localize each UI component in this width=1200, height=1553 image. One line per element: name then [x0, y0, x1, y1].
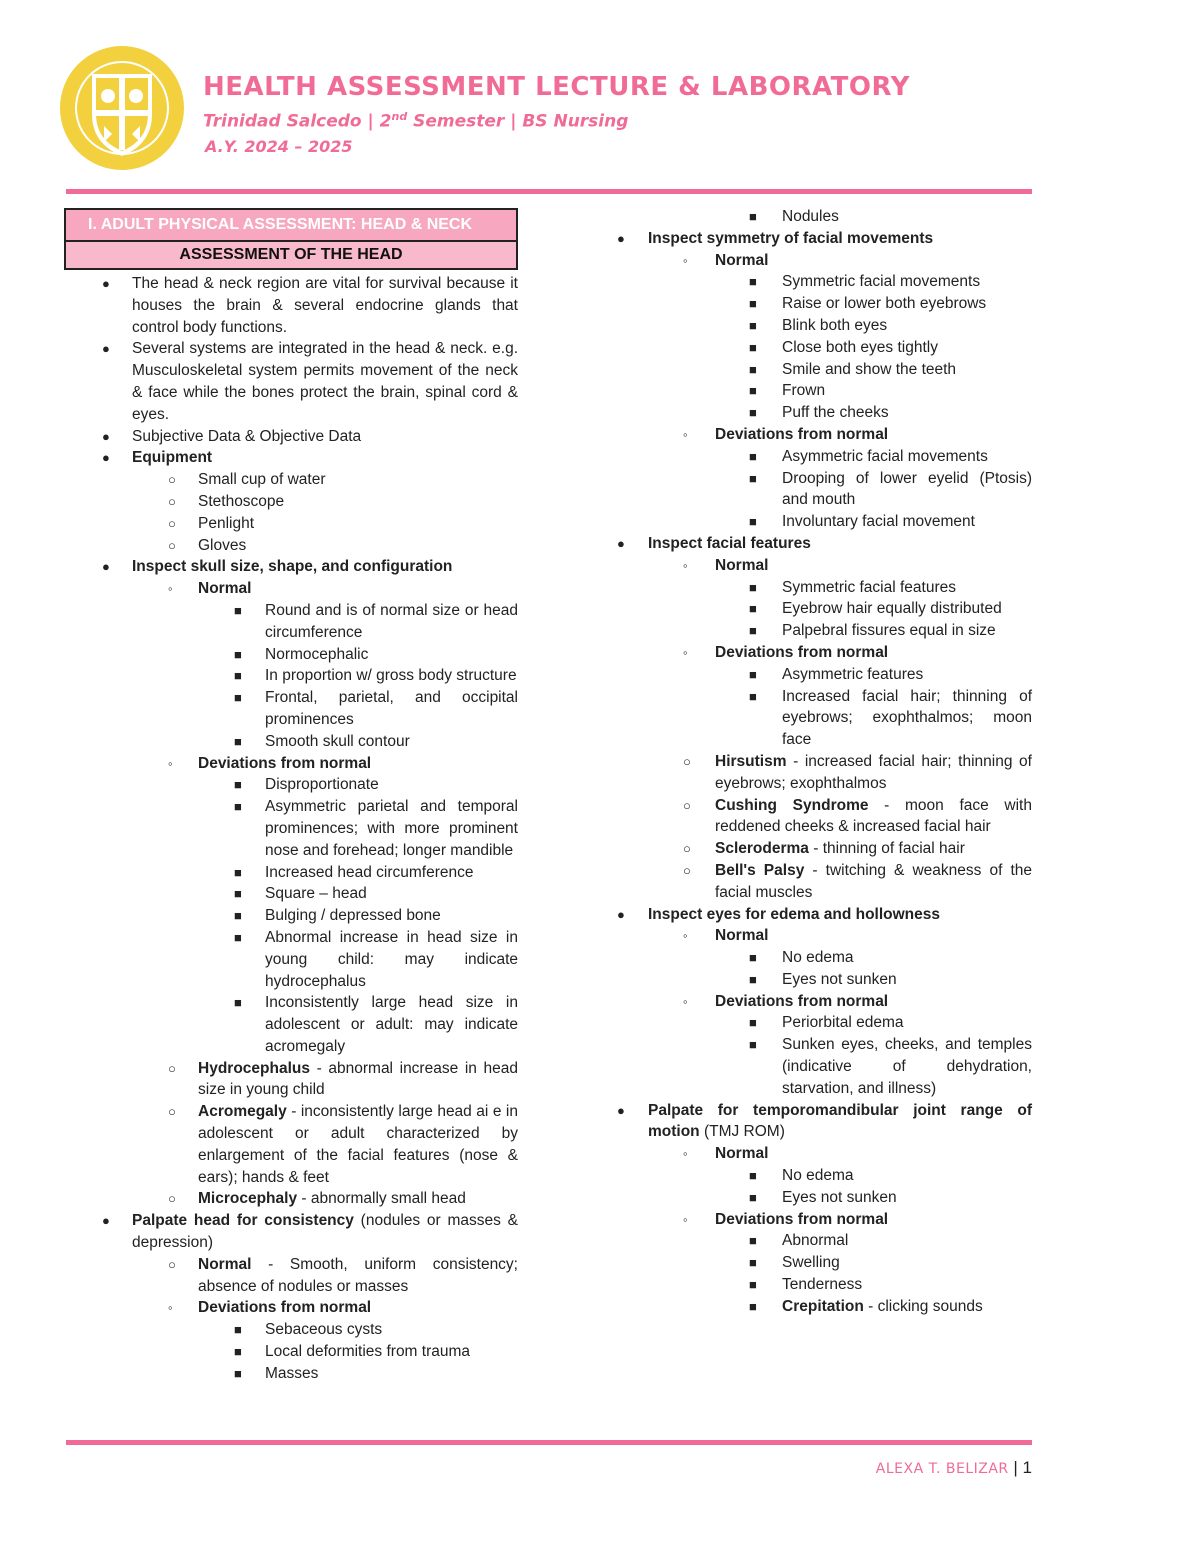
- item-text: Puff the cheeks: [782, 404, 889, 422]
- bullet-icon: ■: [749, 1298, 757, 1314]
- item-heading: Acromegaly: [198, 1103, 287, 1121]
- bullet-icon: ■: [749, 601, 757, 617]
- left-column: [64, 208, 518, 1385]
- item-text: Tenderness: [782, 1276, 863, 1294]
- list-item: [603, 795, 1032, 839]
- school-seal-logo: [58, 44, 186, 172]
- list-item: [603, 904, 1032, 926]
- item-text: Raise or lower both eyebrows: [782, 295, 987, 313]
- item-text: Disproportionate: [265, 776, 379, 794]
- item-text: Increased head circumference: [265, 863, 474, 881]
- item-heading: Hirsutism: [715, 752, 787, 770]
- item-text: Close both eyes tightly: [782, 338, 938, 356]
- list-item: [603, 1165, 1032, 1187]
- list-item: [603, 577, 1032, 599]
- bullet-icon: ○: [168, 1191, 176, 1207]
- list-item: [64, 644, 518, 666]
- list-item: [64, 1210, 518, 1254]
- list-item: [603, 1100, 1032, 1144]
- item-text: Small cup of water: [198, 471, 326, 489]
- item-text: Eyes not sunken: [782, 1188, 897, 1206]
- page-footer: [876, 1458, 1032, 1478]
- item-text: - clicking sounds: [863, 1297, 983, 1315]
- list-item: [603, 686, 1032, 751]
- bullet-icon: ◦: [683, 644, 688, 660]
- list-item: [603, 1209, 1032, 1231]
- bullet-icon: ■: [234, 929, 242, 945]
- list-item: [603, 947, 1032, 969]
- item-heading: Deviations from normal: [715, 425, 889, 443]
- bullet-icon: ■: [749, 274, 757, 290]
- list-item: [603, 380, 1032, 402]
- item-heading: Inspect facial features: [648, 534, 811, 552]
- item-heading: Inspect skull size, shape, and configuration: [132, 558, 453, 576]
- item-heading: Crepitation: [782, 1297, 864, 1315]
- bullet-icon: ◦: [683, 928, 688, 944]
- bullet-icon: ■: [749, 470, 757, 486]
- list-item: [64, 796, 518, 861]
- item-text: Asymmetric features: [782, 665, 924, 683]
- item-text: Local deformities from trauma: [265, 1343, 471, 1361]
- list-item: [64, 1319, 518, 1341]
- item-text: In proportion w/ gross body structure: [265, 667, 517, 685]
- item-heading: Cushing Syndrome: [715, 796, 869, 814]
- item-text: - abnormal increase in head size in young child: [198, 1059, 518, 1099]
- item-heading: Hydrocephalus: [198, 1059, 310, 1077]
- list-item: [64, 469, 518, 491]
- list-item: [603, 1187, 1032, 1209]
- header-divider: [66, 189, 1032, 194]
- bullet-icon: ◦: [683, 1211, 688, 1227]
- item-text: - thinning of facial hair: [808, 840, 965, 858]
- list-item: [603, 620, 1032, 642]
- list-item: [603, 1230, 1032, 1252]
- item-heading: Bell's Palsy: [715, 861, 805, 879]
- list-item: [64, 273, 518, 338]
- bullet-icon: ■: [749, 448, 757, 464]
- item-text: Nodules: [782, 208, 839, 225]
- list-item: [64, 1058, 518, 1102]
- item-text: Involuntary facial movement: [782, 513, 975, 531]
- list-item: [603, 991, 1032, 1013]
- academic-year: A.Y. 2024 – 2025: [205, 137, 353, 156]
- item-heading: Normal: [715, 251, 769, 269]
- list-item: [603, 1012, 1032, 1034]
- list-item: [603, 1143, 1032, 1165]
- item-text: Square – head: [265, 885, 367, 903]
- list-item: [64, 992, 518, 1057]
- list-item: [64, 687, 518, 731]
- item-text: Symmetric facial features: [782, 578, 956, 596]
- item-text: Increased facial hair; thinning of eyebrows; exophthalmos; moon face: [782, 687, 1032, 749]
- item-text: Gloves: [198, 536, 247, 554]
- list-item: [603, 664, 1032, 686]
- list-item: [64, 753, 518, 775]
- bullet-icon: ●: [102, 1213, 110, 1229]
- document-title: HEALTH ASSESSMENT LECTURE & LABORATORY: [203, 72, 910, 102]
- bullet-icon: ●: [102, 341, 110, 357]
- item-text: Penlight: [198, 514, 255, 532]
- item-text: (TMJ ROM): [699, 1123, 785, 1141]
- right-column: [603, 206, 1032, 1318]
- section-header: [64, 208, 518, 270]
- list-item: [603, 424, 1032, 446]
- bullet-icon: ■: [749, 666, 757, 682]
- list-item: [603, 511, 1032, 533]
- bullet-icon: ○: [683, 862, 691, 878]
- item-heading: Palpate head for consistency: [132, 1212, 354, 1230]
- list-item: [64, 491, 518, 513]
- list-item: [603, 925, 1032, 947]
- bullet-icon: ■: [234, 602, 242, 618]
- item-heading: Inspect symmetry of facial movements: [648, 229, 934, 247]
- list-item: [603, 1252, 1032, 1274]
- list-item: [64, 338, 518, 425]
- item-heading: Deviations from normal: [715, 643, 889, 661]
- bullet-icon: ■: [234, 646, 242, 662]
- list-item: [603, 228, 1032, 250]
- item-heading: Deviations from normal: [198, 1299, 372, 1317]
- item-text: Stethoscope: [198, 492, 285, 510]
- bullet-icon: ■: [749, 514, 757, 530]
- list-item: [603, 1034, 1032, 1099]
- item-heading: Normal: [715, 927, 769, 945]
- bullet-icon: ●: [102, 450, 110, 466]
- list-item: [603, 751, 1032, 795]
- item-text: Bulging / depressed bone: [265, 907, 441, 925]
- bullet-icon: ■: [234, 995, 242, 1011]
- list-item: [64, 1341, 518, 1363]
- list-item: [64, 513, 518, 535]
- bullet-icon: ■: [749, 209, 757, 224]
- list-item: [603, 642, 1032, 664]
- bullet-icon: ○: [168, 472, 176, 488]
- list-item: [64, 905, 518, 927]
- bullet-icon: ■: [749, 579, 757, 595]
- item-text: The head & neck region are vital for survival because it houses the brain & several endocrine glands that control body functions.: [132, 275, 518, 336]
- item-text: Round and is of normal size or head circumference: [265, 601, 518, 641]
- bullet-icon: ●: [617, 535, 625, 551]
- footer-separator: |: [1008, 1458, 1023, 1477]
- right-outline: [603, 206, 1032, 1318]
- list-item: [64, 774, 518, 796]
- list-item: [603, 315, 1032, 337]
- bullet-icon: ■: [234, 1344, 242, 1360]
- item-text: - increased facial hair; thinning of eyebrows; exophthalmos: [715, 752, 1032, 792]
- item-text: Periorbital edema: [782, 1014, 904, 1032]
- bullet-icon: ◦: [168, 1300, 173, 1316]
- list-item: [64, 535, 518, 557]
- list-item: [64, 927, 518, 992]
- list-item: [603, 1274, 1032, 1296]
- item-heading: Inspect eyes for edema and hollowness: [648, 905, 941, 923]
- bullet-icon: ■: [749, 950, 757, 966]
- bullet-icon: ■: [749, 383, 757, 399]
- bullet-icon: ○: [168, 537, 176, 553]
- list-item: [64, 883, 518, 905]
- bullet-icon: ■: [234, 886, 242, 902]
- list-item: [603, 293, 1032, 315]
- item-heading: Normal: [198, 580, 252, 598]
- item-heading: Normal: [715, 1145, 769, 1163]
- list-item: [64, 600, 518, 644]
- bullet-icon: ■: [749, 1255, 757, 1271]
- bullet-icon: ■: [234, 668, 242, 684]
- item-text: Subjective Data & Objective Data: [132, 427, 362, 445]
- bullet-icon: ●: [617, 1102, 625, 1118]
- item-text: - moon face with reddened cheeks & increased facial hair: [715, 796, 1032, 836]
- item-text: Inconsistently large head size in adolescent or adult: may indicate acromegaly: [265, 994, 518, 1055]
- bullet-icon: ■: [234, 799, 242, 815]
- list-item: [603, 860, 1032, 904]
- list-item: [64, 1363, 518, 1385]
- item-text: Asymmetric parietal and temporal prominences; with more prominent nose and forehead; longer mandible: [265, 798, 518, 859]
- item-heading: Deviations from normal: [715, 1210, 889, 1228]
- bullet-icon: ■: [749, 1037, 757, 1053]
- bullet-icon: ◦: [168, 755, 173, 771]
- footer-divider: [66, 1440, 1032, 1445]
- item-text: Frown: [782, 382, 826, 400]
- item-text: Abnormal increase in head size in young child: may indicate hydrocephalus: [265, 928, 518, 990]
- list-item: [64, 1101, 518, 1188]
- item-text: - twitching & weakness of the facial muscles: [715, 861, 1033, 901]
- bullet-icon: ◦: [683, 993, 688, 1009]
- document-subtitle: Trinidad Salcedo | 2nd Semester | BS Nursing: [203, 110, 629, 132]
- list-item: [64, 556, 518, 578]
- list-item: [603, 1296, 1032, 1318]
- bullet-icon: ■: [234, 1322, 242, 1338]
- bullet-icon: ■: [749, 688, 757, 704]
- bullet-icon: ●: [617, 906, 625, 922]
- section-subtitle: ASSESSMENT OF THE HEAD: [66, 240, 516, 268]
- bullet-icon: ●: [102, 428, 110, 444]
- bullet-icon: ■: [749, 1015, 757, 1031]
- item-text: Masses: [265, 1364, 319, 1382]
- item-text: Palpebral fissures equal in size: [782, 622, 996, 640]
- bullet-icon: ■: [234, 1365, 242, 1381]
- item-heading: Normal: [198, 1255, 252, 1273]
- list-item: [603, 206, 1032, 228]
- item-text: Swelling: [782, 1254, 840, 1272]
- bullet-icon: ●: [102, 276, 110, 291]
- list-item: [64, 578, 518, 600]
- item-text: Smooth skull contour: [265, 732, 410, 750]
- item-text: - Smooth, uniform consistency; absence of nodules or masses: [198, 1255, 518, 1295]
- item-heading: Palpate for temporomandibular joint range of motion: [648, 1101, 1032, 1141]
- list-item: [603, 533, 1032, 555]
- item-text: Symmetric facial movements: [782, 273, 981, 291]
- bullet-icon: ■: [749, 1168, 757, 1184]
- bullet-icon: ○: [168, 1104, 176, 1120]
- item-text: Sunken eyes, cheeks, and temples (indicative of dehydration, starvation, and illness): [782, 1036, 1032, 1097]
- bullet-icon: ○: [168, 1256, 176, 1272]
- list-item: [603, 271, 1032, 293]
- list-item: [603, 598, 1032, 620]
- bullet-icon: ■: [749, 1189, 757, 1205]
- item-text: Blink both eyes: [782, 316, 888, 334]
- list-item: [603, 250, 1032, 272]
- bullet-icon: ■: [749, 296, 757, 312]
- item-text: - inconsistently large head ai e in adolescent or adult characterized by enlargement of the facial features (nose & ears); hands & feet: [198, 1103, 518, 1186]
- bullet-icon: ■: [749, 1233, 757, 1249]
- item-heading: Normal: [715, 556, 769, 574]
- item-heading: Microcephaly: [198, 1190, 298, 1208]
- item-heading: Deviations from normal: [198, 754, 372, 772]
- item-text: Eyes not sunken: [782, 970, 897, 988]
- list-item: [64, 426, 518, 448]
- item-heading: Deviations from normal: [715, 992, 889, 1010]
- bullet-icon: ■: [234, 733, 242, 749]
- item-text: (nodules or masses & depression): [132, 1212, 518, 1252]
- list-item: [603, 838, 1032, 860]
- bullet-icon: ◦: [168, 581, 173, 597]
- author-name: ALEXA T. BELIZAR: [875, 1461, 1009, 1477]
- item-text: No edema: [782, 1167, 854, 1185]
- bullet-icon: ○: [168, 1060, 176, 1076]
- bullet-icon: ■: [234, 908, 242, 924]
- bullet-icon: ■: [234, 777, 242, 793]
- list-item: [64, 862, 518, 884]
- bullet-icon: ■: [749, 405, 757, 421]
- item-text: No edema: [782, 949, 854, 967]
- list-item: [603, 337, 1032, 359]
- list-item: [64, 731, 518, 753]
- item-text: Several systems are integrated in the head & neck. e.g. Musculoskeletal system permits movement of the neck & face while the bones protect the brain, spinal cord & eyes.: [132, 340, 518, 423]
- item-text: Asymmetric facial movements: [782, 447, 988, 465]
- item-text: - abnormally small head: [297, 1190, 466, 1208]
- list-item: [603, 402, 1032, 424]
- bullet-icon: ■: [234, 690, 242, 706]
- page-number: 1: [1022, 1458, 1032, 1477]
- item-heading: Equipment: [132, 449, 213, 467]
- list-item: [603, 468, 1032, 512]
- item-text: Abnormal: [782, 1232, 849, 1250]
- bullet-icon: ■: [234, 864, 242, 880]
- list-item: [603, 969, 1032, 991]
- section-title: I. ADULT PHYSICAL ASSESSMENT: HEAD & NECK: [88, 216, 473, 233]
- bullet-icon: ○: [168, 515, 176, 531]
- item-text: Frontal, parietal, and occipital prominences: [265, 689, 518, 728]
- left-outline: [64, 273, 518, 1385]
- item-text: Eyebrow hair equally distributed: [782, 600, 1002, 618]
- bullet-icon: ◦: [683, 1146, 688, 1162]
- item-heading: Scleroderma: [715, 840, 809, 858]
- bullet-icon: ●: [102, 559, 110, 575]
- item-text: Normocephalic: [265, 645, 369, 663]
- item-text: Smile and show the teeth: [782, 360, 957, 378]
- list-item: [64, 1297, 518, 1319]
- list-item: [603, 446, 1032, 468]
- list-item: [64, 1188, 518, 1210]
- list-item: [64, 1254, 518, 1298]
- bullet-icon: ■: [749, 1277, 757, 1293]
- list-item: [64, 447, 518, 469]
- bullet-icon: ■: [749, 339, 757, 355]
- bullet-icon: ○: [683, 841, 691, 857]
- list-item: [603, 555, 1032, 577]
- bullet-icon: ■: [749, 623, 757, 639]
- bullet-icon: ○: [168, 493, 176, 509]
- list-item: [603, 359, 1032, 381]
- bullet-icon: ○: [683, 753, 691, 769]
- bullet-icon: ●: [617, 230, 625, 246]
- bullet-icon: ◦: [683, 426, 688, 442]
- bullet-icon: ◦: [683, 252, 688, 268]
- bullet-icon: ■: [749, 361, 757, 377]
- item-text: Drooping of lower eyelid (Ptosis) and mouth: [782, 469, 1032, 509]
- bullet-icon: ■: [749, 317, 757, 333]
- bullet-icon: ○: [683, 797, 691, 813]
- item-text: Sebaceous cysts: [265, 1321, 383, 1339]
- bullet-icon: ◦: [683, 557, 688, 573]
- list-item: [64, 665, 518, 687]
- bullet-icon: ■: [749, 971, 757, 987]
